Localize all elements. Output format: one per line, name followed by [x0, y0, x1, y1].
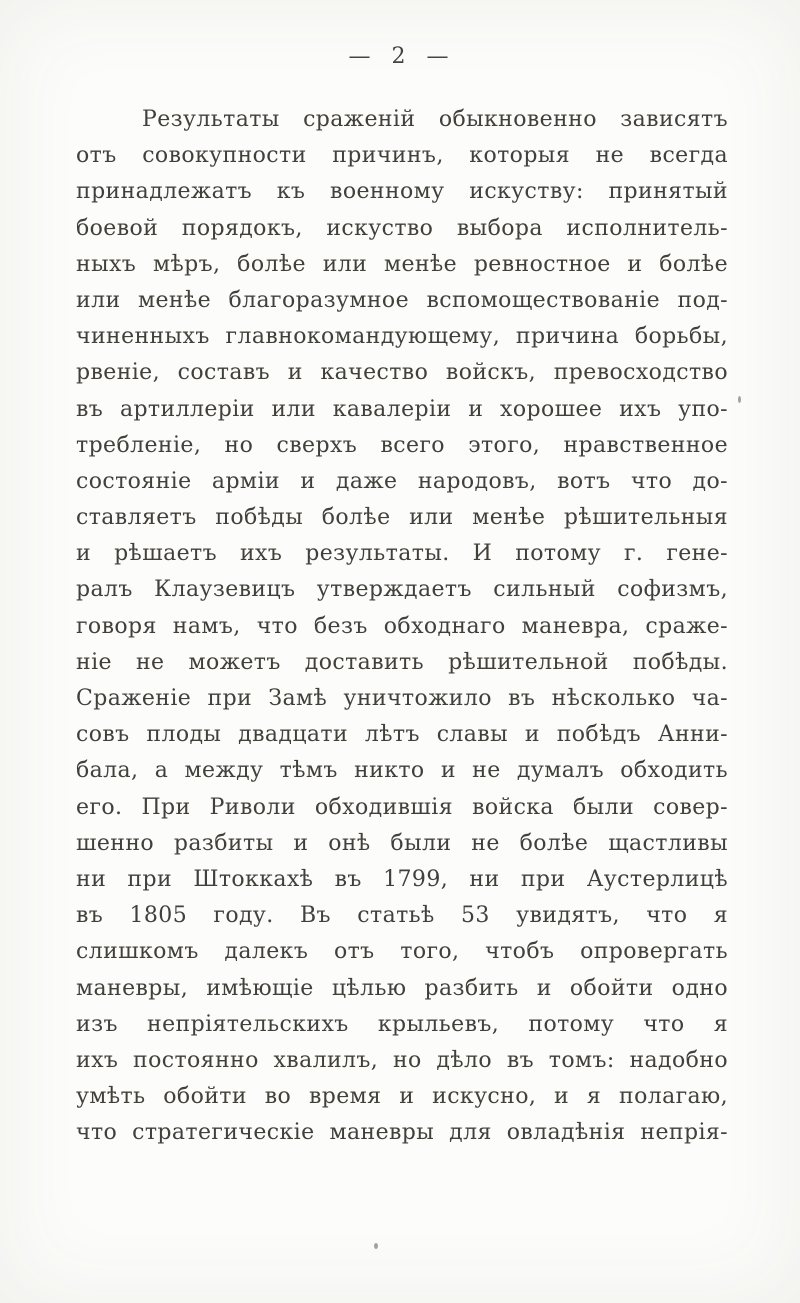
scan-speck: [374, 1243, 378, 1249]
scan-speck: [738, 396, 741, 403]
text-line: въ 1805 году. Въ статьѣ 53 увидятъ, что я: [76, 903, 728, 929]
text-line: ни при Штоккахѣ въ 1799, ни при Аустерлицѣ: [76, 866, 728, 892]
text-line: Сраженіе при Замѣ уничтожило въ нѣсколько ча-: [76, 686, 728, 711]
text-line: и рѣшаетъ ихъ результаты. И потому г. гене-: [76, 541, 728, 567]
text-line: чиненныхъ главнокомандующему, причина борьбы,: [76, 324, 728, 350]
text-line: ставляетъ побѣды болѣе или менѣе рѣшительныя: [76, 505, 728, 531]
text-line: слишкомъ далекъ отъ того, чтобъ опровергать: [76, 939, 728, 965]
text-line: боевой порядокъ, искуство выбора исполнитель-: [76, 215, 728, 241]
body-text: [76, 102, 728, 1151]
text-line: говоря намъ, что безъ обходнаго маневра, сраже-: [76, 613, 728, 639]
text-line: требленіе, но сверхъ всего этого, нравственное: [76, 432, 728, 458]
text-line: ніе не можетъ доставить рѣшительной побѣды.: [76, 649, 728, 675]
text-line: умѣть обойти во время и искусно, и я полагаю,: [76, 1084, 728, 1110]
text-line: что стратегическіе маневры для овладѣнія непрія-: [76, 1120, 728, 1146]
text-line: состояніе арміи и даже народовъ, вотъ что до-: [76, 468, 728, 494]
text-line: бала, а между тѣмъ никто и не думалъ обходить: [76, 758, 728, 784]
page-number: — 2 —: [348, 44, 452, 69]
text-line: ихъ постоянно хвалилъ, но дѣло въ томъ: надобно: [76, 1047, 728, 1073]
text-line: маневры, имѣющіе цѣлью разбить и обойти одно: [76, 975, 728, 1001]
text-line: отъ совокупности причинъ, которыя не всегда: [76, 143, 728, 169]
text-line: шенно разбиты и онѣ были не болѣе щастливы: [76, 830, 728, 856]
text-line: Результаты сраженій обыкновенно зависятъ: [142, 107, 728, 132]
text-line: ралъ Клаузевицъ утверждаетъ сильный софизмъ,: [76, 577, 728, 603]
text-line: въ артиллеріи или кавалеріи и хорошее ихъ упо-: [76, 396, 728, 422]
text-line: рвеніе, составъ и качество войскъ, превосходство: [76, 360, 728, 386]
text-line: его. При Риволи обходившія войска были совер-: [76, 794, 728, 820]
text-line: принадлежатъ къ военному искуству: принятый: [76, 179, 728, 205]
text-line: ныхъ мѣръ, болѣе или менѣе ревностное и болѣе: [76, 251, 728, 277]
text-line: совъ плоды двадцати лѣтъ славы и побѣдъ Анни-: [76, 722, 728, 748]
text-line: или менѣе благоразумное вспомоществованіе под-: [76, 287, 728, 313]
text-line: изъ непріятельскихъ крыльевъ, потому что я: [76, 1011, 728, 1037]
